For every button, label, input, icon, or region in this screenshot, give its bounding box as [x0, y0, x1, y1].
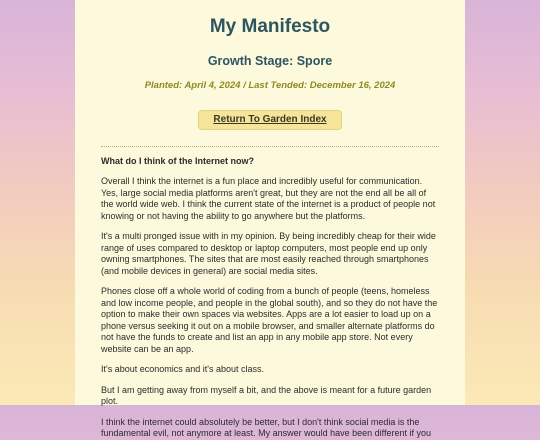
article-content — [75, 155, 465, 440]
paragraph-2: It's a multi pronged issue with in my opinion. By being incredibly cheap for their wide range of uses compared to desktop or laptop computers, most people end up only owning smartphones. The sites that are most easily reached through smartphones (and mobile devices in general) are social media sites. — [101, 231, 436, 276]
paragraph-6: I think the internet could absolutely be better, but I don't think social media is the fundamental evil, not anymore at least. My answer would have been different if you — [101, 416, 432, 438]
planted-tended-dates: Planted: April 4, 2024 / Last Tended: December 16, 2024 — [144, 80, 396, 91]
paragraph-3: Phones close off a whole world of coding from a bunch of people (teens, homeless and low income people, and people in the global south), and so they do not have the option to make their own spaces via websites. Apps are a lot easier to load up on a phone versus seeking it out on a mobile browser, and smaller alternate platforms do not have the funds to create and list an app in any mobile app store. Not every website can be an app. — [101, 286, 438, 354]
return-button-wrapper — [75, 109, 465, 130]
paragraph-1: Overall I think the internet is a fun place and incredibly useful for communication. Yes, large social media platforms aren't great, but they are not the end all be all of the world wide web. I think the current state of the internet is a product of people not knowing or not having the ability to go anywhere but the platforms. — [101, 176, 436, 221]
section-heading: What do I think of the Internet now? — [101, 156, 254, 166]
page-title: My Manifesto — [209, 16, 331, 37]
paragraph-4: It's about economics and it's about class. — [101, 364, 265, 374]
manifesto-page — [75, 0, 465, 438]
growth-stage: Growth Stage: Spore — [207, 54, 333, 68]
paragraph-5: But I am getting away from myself a bit, and the above is meant for a future garden plot. — [101, 384, 432, 406]
return-to-garden-index-button[interactable]: Return To Garden Index — [198, 110, 341, 130]
section-divider — [101, 146, 439, 147]
